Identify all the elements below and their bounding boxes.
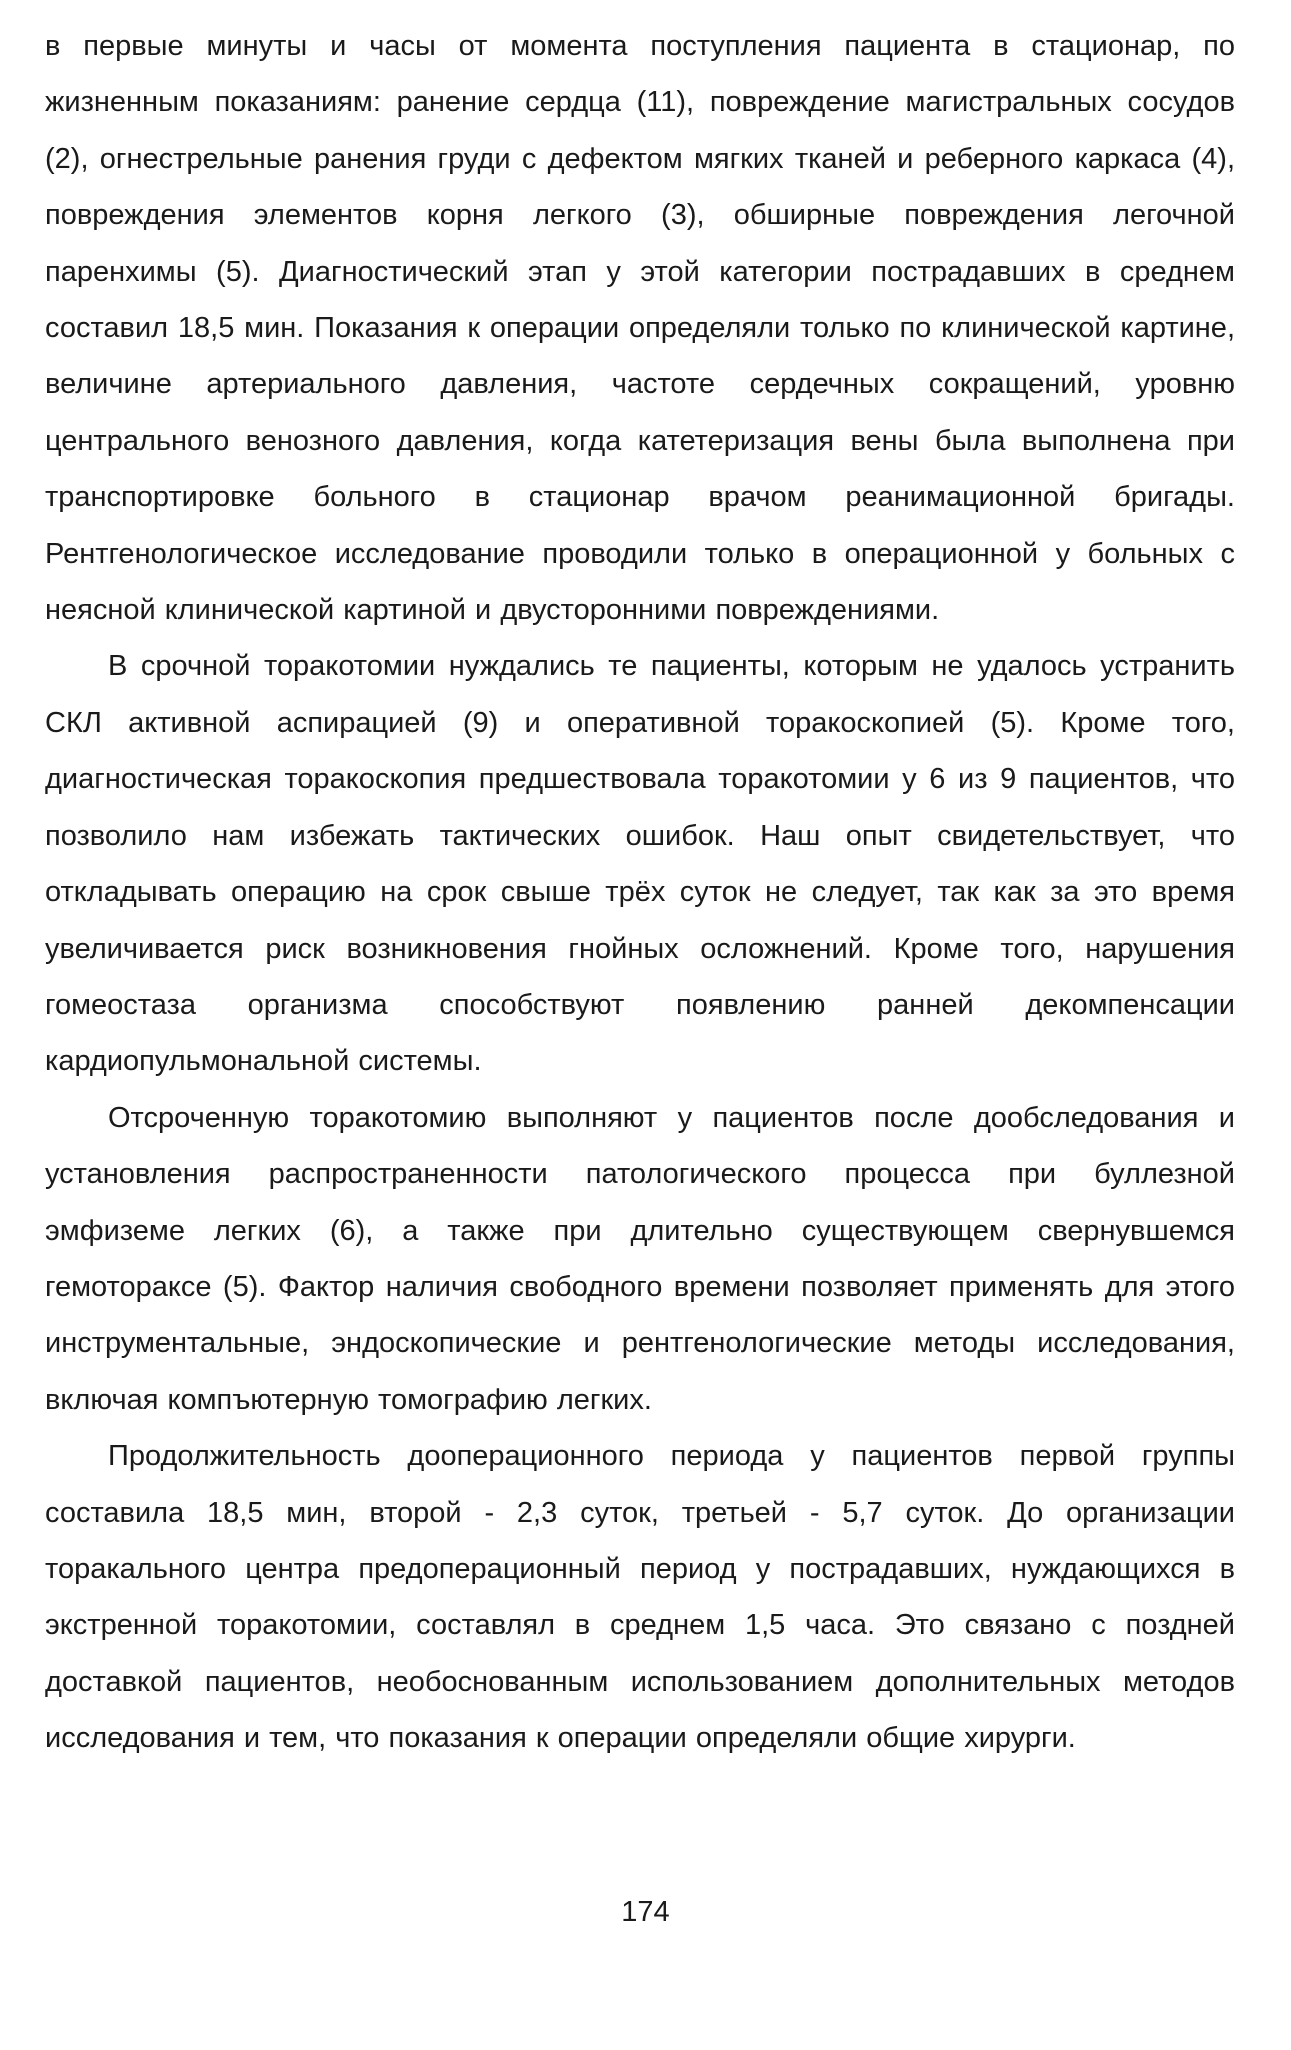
document-page [45,18,1235,1767]
paragraph-2: В срочной торакотомии нуждались те пациенты, которым не удалось устранить СКЛ активной аспирацией (9) и оперативной торакоскопией (5). Кроме того, диагностическая торакоскопия предшествовала торакотомии у 6 из 9 пациентов, что позволило нам избежать тактических ошибок. Наш опыт свидетельствует, что откладывать операцию на срок свыше трёх суток не следует, так как за это время увеличивается риск возникновения гнойных осложнений. Кроме того, нарушения гомеостаза организма способствуют появлению ранней декомпенсации кардиопульмональной системы. [45,650,1235,1078]
paragraph-3: Отсроченную торакотомию выполняют у пациентов после дообследования и установления распространенности патологического процесса при буллезной эмфиземе легких (6), а также при длительно существующем свернувшемся гемотораксе (5). Фактор наличия свободного времени позволяет применять для этого инструментальные, эндоскопические и рентгенологические методы исследования, включая компъютерную томографию легких. [45,1101,1235,1416]
page-number: 174 [621,1896,670,1928]
paragraph-1: в первые минуты и часы от момента поступления пациента в стационар, по жизненным показаниям: ранение сердца (11), повреждение магистральных сосудов (2), огнестрельные ранения груди с дефектом мягких тканей и реберного каркаса (4), повреждения элементов корня легкого (3), обширные повреждения легочной паренхимы (5). Диагностический этап у этой категории пострадавших в среднем составил 18,5 мин. Показания к операции определяли только по клинической картине, величине артериального давления, частоте сердечных сокращений, уровню центрального венозного давления, когда катетеризация вены была выполнена при транспортировке больного в стационар врачом реанимационной бригады. Рентгенологическое исследование проводили только в операционной у больных с неясной клинической картиной и двусторонними повреждениями. [45,30,1235,627]
paragraph-4: Продолжительность дооперационного периода у пациентов первой группы составила 18,5 мин, второй - 2,3 суток, третьей - 5,7 суток. До организации торакального центра предоперационный период у пострадавших, нуждающихся в экстренной торакотомии, составлял в среднем 1,5 часа. Это связано с поздней доставкой пациентов, необоснованным использованием дополнительных методов исследования и тем, что показания к операции определяли общие хирурги. [45,1440,1235,1755]
